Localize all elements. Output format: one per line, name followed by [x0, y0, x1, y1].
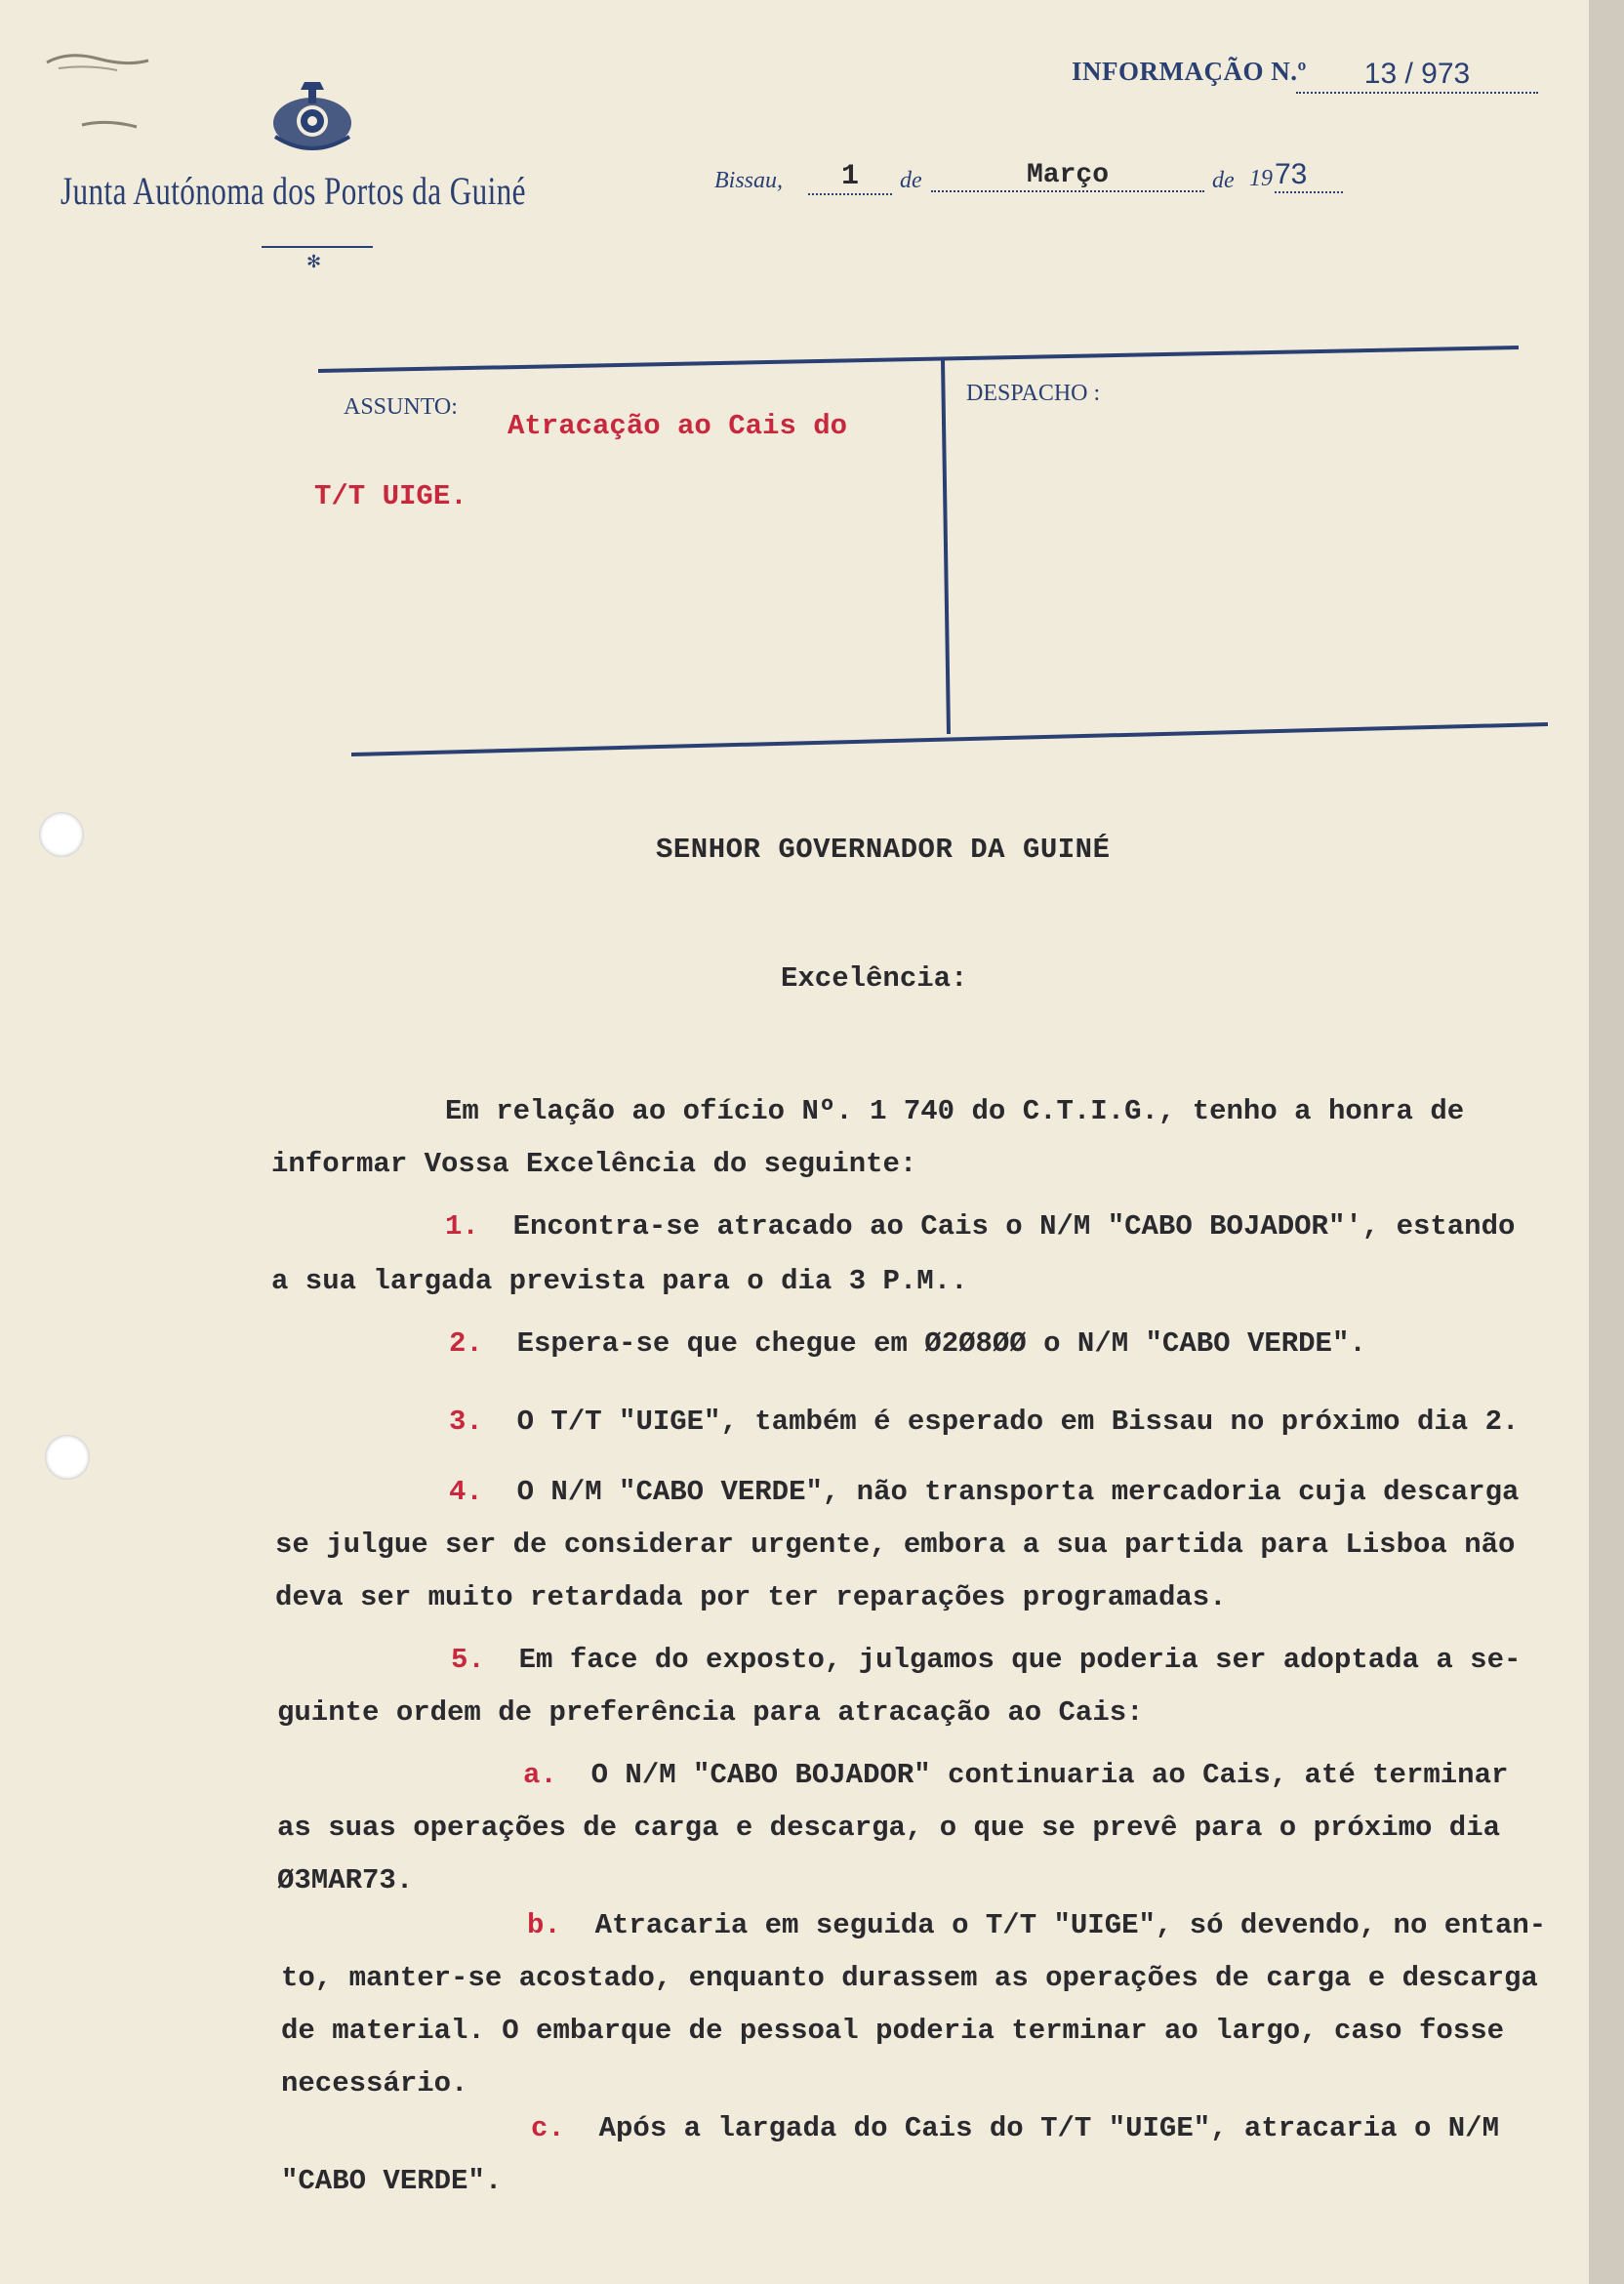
item-letter: c.: [531, 2112, 565, 2144]
paragraph-1: [445, 1210, 1515, 1243]
organization-name: Junta Autónoma dos Portos da Guiné: [61, 169, 526, 213]
punch-hole: [39, 812, 84, 857]
subject-line-1: Atracação ao Cais do: [508, 410, 848, 442]
paragraph-number: 4.: [449, 1476, 483, 1508]
item-letter: b.: [527, 1909, 561, 1941]
paragraph-3: [449, 1406, 1519, 1438]
paragraph-line: se julgue ser de considerar urgente, embora a sua partida para Lisboa não: [275, 1529, 1516, 1561]
date-year-suffix: 73: [1275, 158, 1343, 193]
paragraph-line: "CABO VERDE".: [281, 2165, 503, 2197]
paragraph-line: Ø3MAR73.: [277, 1864, 414, 1897]
date-year-prefix: 19: [1249, 166, 1273, 191]
paragraph-5: [451, 1644, 1521, 1676]
paragraph-text: O T/T "UIGE", também é esperado em Bissau no próximo dia 2.: [516, 1406, 1520, 1438]
item-letter: a.: [523, 1759, 557, 1791]
paragraph-text: Espera-se que chegue em Ø2Ø8ØØ o N/M "CABO VERDE".: [516, 1327, 1366, 1360]
dispatch-label: DESPACHO :: [966, 381, 1101, 406]
date-month: Março: [931, 160, 1204, 192]
item-text: Atracaria em seguida o T/T "UIGE", só devendo, no entan-: [594, 1909, 1547, 1941]
date-day: 1: [808, 160, 892, 195]
paragraph-text: Encontra-se atracado ao Cais o N/M "CABO BOJADOR"', estando: [512, 1210, 1516, 1243]
paragraph-text: O N/M "CABO VERDE", não transporta mercadoria cuja descarga: [516, 1476, 1520, 1508]
paragraph-number: 1.: [445, 1210, 479, 1243]
paragraph-number: 5.: [451, 1644, 485, 1676]
paragraph-line: necessário.: [281, 2067, 468, 2100]
sub-item-c: [531, 2112, 1499, 2144]
sub-item-b: [527, 1909, 1546, 1941]
background-edge: [1589, 0, 1624, 2284]
addressee: SENHOR GOVERNADOR DA GUINÉ: [656, 834, 1111, 866]
salutation: Excelência:: [781, 962, 968, 995]
item-text: O N/M "CABO BOJADOR" continuaria ao Cais, até terminar: [590, 1759, 1509, 1791]
reference-label: INFORMAÇÃO N.º: [1072, 57, 1307, 86]
paragraph-text: Em face do exposto, julgamos que poderia ser adoptada a se-: [518, 1644, 1522, 1676]
paragraph-line: deva ser muito retardada por ter reparações programadas.: [275, 1581, 1227, 1613]
paragraph-2: [449, 1327, 1366, 1360]
paragraph-line: a sua largada prevista para o dia 3 P.M..: [271, 1265, 968, 1297]
ornament-star-icon: ✻: [306, 252, 322, 271]
intro-line: Em relação ao ofício Nº. 1 740 do C.T.I.G., tenho a honra de: [445, 1095, 1465, 1127]
subject-dispatch-box: [0, 0, 1589, 781]
punch-hole: [45, 1435, 90, 1480]
paragraph-line: guinte ordem de preferência para atracação ao Cais:: [277, 1696, 1144, 1729]
paragraph-line: to, manter-se acostado, enquanto durassem as operações de carga e descarga: [281, 1962, 1538, 1994]
item-text: Após a largada do Cais do T/T "UIGE", atracaria o N/M: [598, 2112, 1499, 2144]
paragraph-4: [449, 1476, 1519, 1508]
paragraph-line: as suas operações de carga e descarga, o que se prevê para o próximo dia: [277, 1812, 1501, 1844]
paragraph-number: 3.: [449, 1406, 483, 1438]
sub-item-a: [523, 1759, 1508, 1791]
reference-number: 13 / 973: [1296, 57, 1538, 94]
subject-label: ASSUNTO:: [344, 394, 458, 420]
paragraph-number: 2.: [449, 1327, 483, 1360]
date-de-2: de: [1212, 168, 1235, 193]
paragraph-line: de material. O embarque de pessoal poderia terminar ao largo, caso fosse: [281, 2015, 1505, 2047]
intro-line: informar Vossa Excelência do seguinte:: [271, 1148, 917, 1180]
date-de-1: de: [900, 168, 922, 193]
date-place: Bissau,: [714, 168, 784, 193]
subject-line-2: T/T UIGE.: [314, 480, 467, 512]
